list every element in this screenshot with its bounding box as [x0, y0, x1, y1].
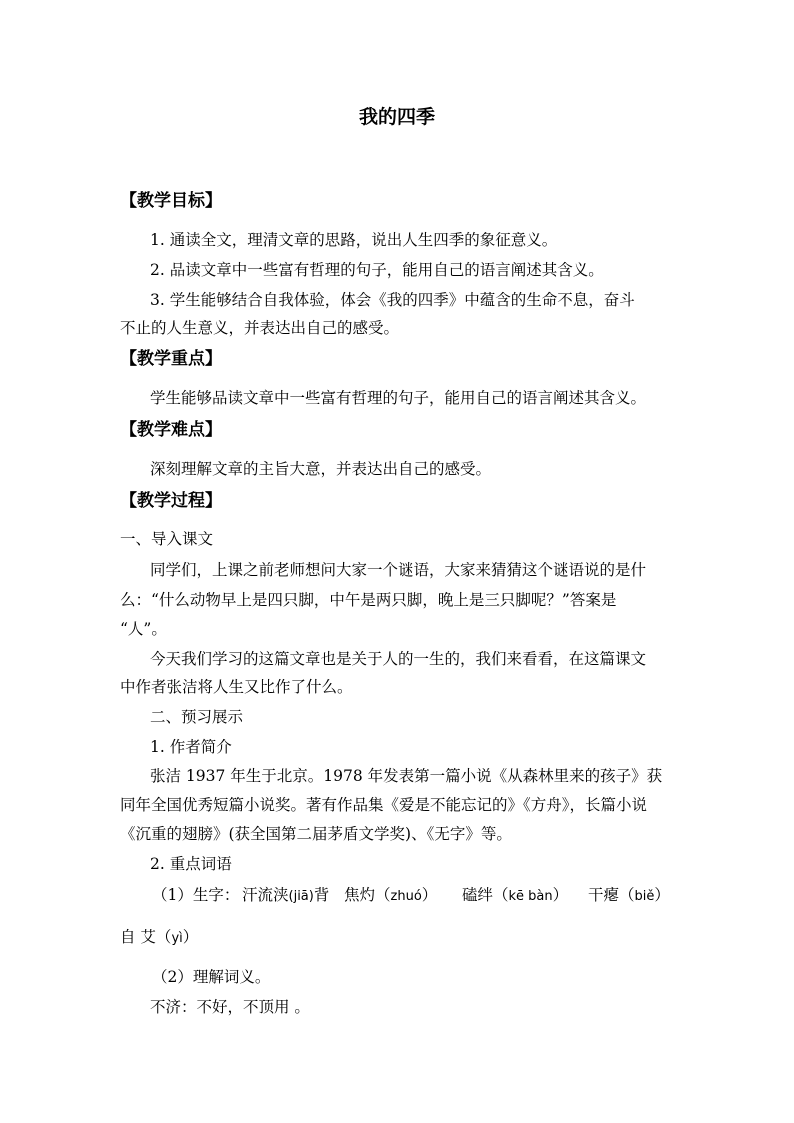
focus-text: 学生能够品读文章中一些富有哲理的句子，能用自己的语言阐述其含义。 [150, 389, 647, 407]
vocab-word-5 [120, 926, 198, 950]
author-heading: 1. 作者简介 [150, 738, 232, 756]
vocab-word-3-pinyin: kē bàn [508, 889, 553, 904]
vocab-heading: 2. 重点词语 [150, 855, 232, 873]
meaning-heading: （2）理解词义。 [152, 968, 271, 986]
goal-item-3-line-2: 不止的人生意义，并表达出自己的感受。 [120, 319, 400, 337]
vocab-word-1-pinyin: (jiā) [288, 889, 314, 904]
intro-paragraph-2-line-1: 今天我们学习的这篇文章也是关于人的一生的，我们来看看，在这篇课文 [150, 650, 647, 668]
intro-paragraph-1-line-3: “人”。 [120, 620, 167, 638]
page-title: 我的四季 [358, 106, 435, 128]
vocab-word-4-pinyin: biě [634, 889, 655, 904]
goals-heading: 【教学目标】 [120, 191, 222, 211]
intro-paragraph-1-line-2: 么：“什么动物早上是四只脚，中午是两只脚，晚上是三只脚呢？”答案是 [120, 591, 617, 609]
vocab-word-4-close: ） [654, 886, 670, 904]
vocab-word-5-pinyin: yì [171, 931, 183, 946]
meaning-line-1: 不济：不好，不顶用 。 [150, 998, 310, 1016]
vocab-word-4-text: 干瘪（ [588, 886, 635, 904]
author-line-3: 《沉重的翅膀》(获全国第二届茅盾文学奖)、《无字》等。 [120, 825, 512, 843]
vocab-word-2-close: ） [421, 886, 438, 904]
difficulty-text: 深刻理解文章的主旨大意，并表达出自己的感受。 [150, 460, 492, 478]
vocab-word-1-tail: 背 [313, 886, 330, 904]
intro-heading: 一、导入课文 [120, 530, 214, 548]
preview-heading: 二、预习展示 [150, 708, 244, 726]
intro-paragraph-1-line-1: 同学们，上课之前老师想问大家一个谜语，大家来猜猜这个谜语说的是什 [150, 561, 647, 579]
vocab-word-5-close: ） [182, 928, 199, 946]
vocab-word-3-close: ） [552, 886, 569, 904]
vocab-word-1-text: 汗流浃 [242, 886, 289, 904]
vocab-word-2-pinyin: zhuó [390, 889, 422, 904]
goal-item-3-line-1: 3. 学生能够结合自我体验，体会《我的四季》中蕴含的生命不息，奋斗 [150, 291, 635, 309]
vocab-word-1 [242, 884, 329, 908]
process-heading: 【教学过程】 [120, 491, 222, 511]
vocab-word-5-text: 自 艾（ [120, 928, 172, 946]
vocab-word-2-text: 焦灼（ [344, 886, 391, 904]
vocab-word-3 [462, 884, 568, 908]
author-line-1: 张洁 1937 年生于北京。1978 年发表第一篇小说《从森林里来的孩子》获 [150, 767, 663, 785]
vocab-word-4 [588, 884, 670, 908]
difficulty-heading: 【教学难点】 [120, 420, 222, 440]
vocab-word-3-text: 磕绊（ [462, 886, 509, 904]
focus-heading: 【教学重点】 [120, 349, 222, 369]
intro-paragraph-2-line-2: 中作者张洁将人生又比作了什么。 [120, 678, 353, 696]
goal-item-1: 1. 通读全文，理清文章的思路，说出人生四季的象征意义。 [150, 231, 558, 249]
author-line-2: 同年全国优秀短篇小说奖。著有作品集《爱是不能忘记的》《方舟》，长篇小说 [120, 796, 648, 814]
vocab-chars-label: （1）生字： [152, 886, 240, 904]
goal-item-2: 2. 品读文章中一些富有哲理的句子，能用自己的语言阐述其含义。 [150, 261, 604, 279]
vocab-word-2 [344, 884, 437, 908]
